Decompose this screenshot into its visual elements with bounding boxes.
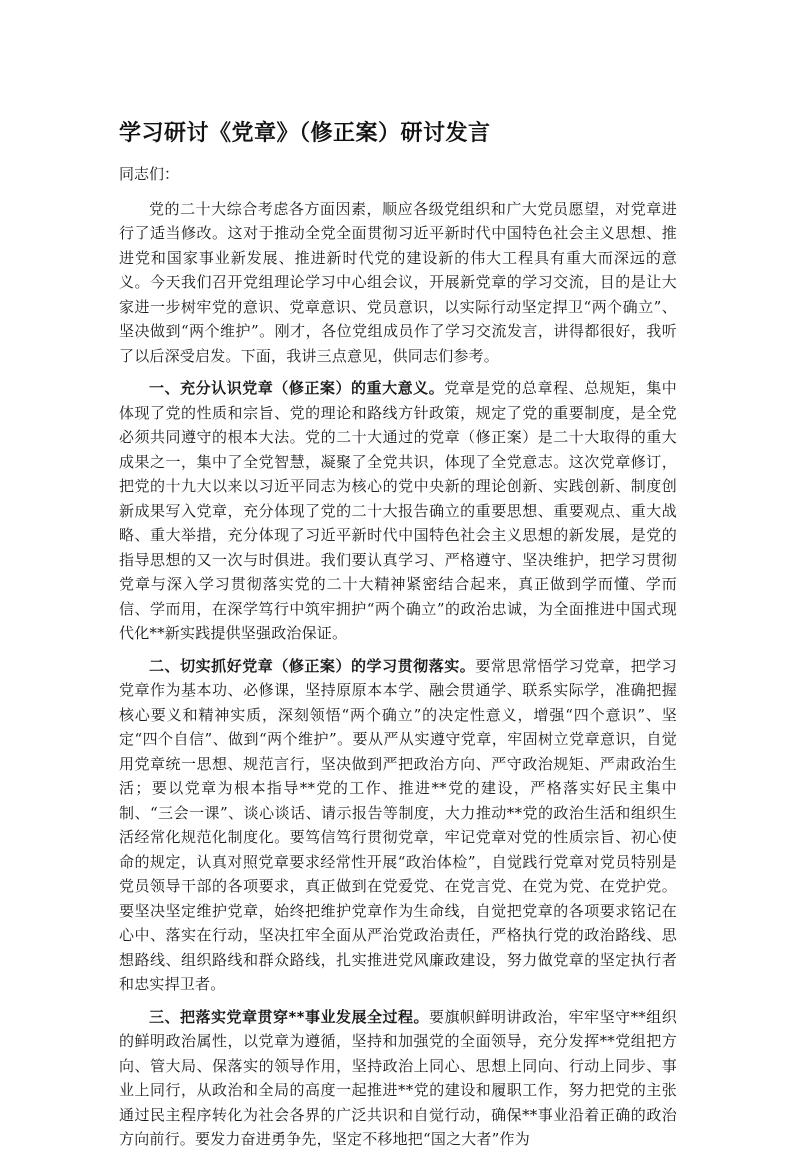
- section-1-body: 党章是党的总章程、总规矩，集中体现了党的性质和宗旨、党的理论和路线方针政策，规定了党的重要制度，是全党必须共同遵守的根本大法。党的二十大通过的党章（修正案）是二十大取得的重大成果之一，集中了全党智慧，凝聚了全党共识，体现了全党意志。这次党章修订，把党的十九大以来以习近平同志为核心的党中央新的理论创新、实践创新、制度创新成果写入党章，充分体现了党的二十大报告确立的重要思想、重要观点、重大战略、重大举措，充分体现了习近平新时代中国特色社会主义思想的新发展，是党的指导思想的又一次与时俱进。我们要认真学习、严格遵守、坚决维护，把学习贯彻党章与深入学习贯彻落实党的二十大精神紧密结合起来，真正做到学而懂、学而信、学而用，在深学笃行中筑牢拥护“两个确立”的政治忠诚，为全面推进中国式现代化**新实践提供坚强政治保证。: [119, 379, 677, 642]
- section-1-paragraph: [119, 376, 677, 646]
- section-2-body: 要常思常悟学习党章，把学习党章作为基本功、必修课，坚持原原本本学、融会贯通学、联系实际学，准确把握核心要义和精神实质，深刻领悟“两个确立”的决定性意义，增强“四个意识”、坚定“四个自信”、做到“两个维护”。要从严从实遵守党章，牢固树立党章意识，自觉用党章统一思想、规范言行，坚决做到严把政治方向、严守政治规矩、严肃政治生活；要以党章为根本指导**党的工作、推进**党的建设，严格落实好民主集中制、“三会一课”、谈心谈话、请示报告等制度，大力推动**党的政治生活和组织生活经常化规范化制度化。要笃信笃行贯彻党章，牢记党章对党的性质宗旨、初心使命的规定，认真对照党章要求经常性开展“政治体检”，自觉践行党章对党员特别是党员领导干部的各项要求，真正做到在党爱党、在党言党、在党为党、在党护党。要坚决坚定维护党章，始终把维护党章作为生命线，自觉把党章的各项要求铭记在心中、落实在行动，坚决扛牢全面从严治党政治责任，严格执行党的政治路线、思想路线、组织路线和群众路线，扎实推进党风廉政建设，努力做党章的坚定执行者和忠实捍卫者。: [119, 656, 677, 993]
- salutation: 同志们：: [119, 165, 180, 183]
- document-title: 学习研讨《党章》（修正案）研讨发言: [119, 121, 491, 146]
- section-3-body: 要旗帜鲜明讲政治，牢牢坚守**组织的鲜明政治属性，以党章为遵循，坚持和加强党的全面领导，充分发挥**党组把方向、管大局、保落实的领导作用，坚持政治上同心、思想上同向、行动上同步、事业上同行，从政治和全局的高度一起推进**党的建设和履职工作，努力把党的主张通过民主程序转化为社会各界的广泛共识和自觉行动，确保**事业沿着正确的政治方向前行。要发力奋进勇争先，坚定不移地把“国之大者”作为: [119, 1007, 677, 1148]
- document-page: [119, 118, 677, 1160]
- intro-paragraph: 党的二十大综合考虑各方面因素，顺应各级党组织和广大党员愿望，对党章进行了适当修改。这对于推动全党全面贯彻习近平新时代中国特色社会主义思想、推进党和国家事业新发展、推进新时代党的建设新的伟大工程具有重大而深远的意义。今天我们召开党组理论学习中心组会议，开展新党章的学习交流，目的是让大家进一步树牢党的意识、党章意识、党员意识，以实际行动坚定捍卫“两个确立”、坚决做到“两个维护”。刚才，各位党组成员作了学习交流发言，讲得都很好，我听了以后深受启发。下面，我讲三点意见，供同志们参考。: [119, 199, 677, 365]
- section-3-heading: 三、把落实党章贯穿**事业发展全过程。: [149, 1007, 429, 1026]
- section-3-paragraph: [119, 1005, 677, 1152]
- section-2-paragraph: [119, 654, 677, 997]
- section-2-heading: 二、切实抓好党章（修正案）的学习贯彻落实。: [149, 656, 476, 675]
- section-1-heading: 一、充分认识党章（修正案）的重大意义。: [149, 379, 445, 397]
